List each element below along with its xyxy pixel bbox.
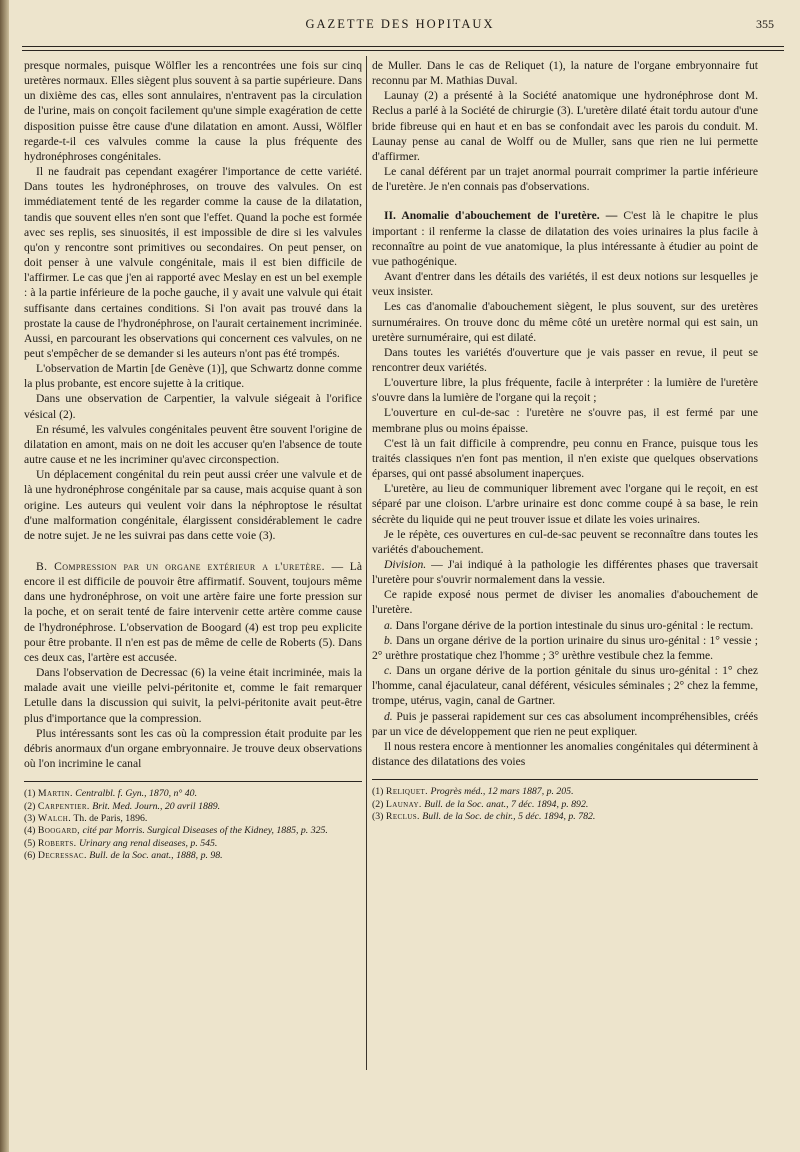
header-rule-thick: [22, 46, 784, 47]
header-rule-thin: [22, 50, 784, 51]
paragraph: L'ouverture libre, la plus fréquente, facile à interpréter : la lumière de l'uretère s'ouvre dans la lumière de l'organe qui la reçoit ;: [372, 376, 758, 405]
paragraph: Il nous restera encore à mentionner les anomalies congénitales qui déterminent à distance des dilatations des voies: [372, 739, 758, 769]
footnote: (5) Roberts. Urinary ang renal diseases, p. 545.: [24, 837, 218, 849]
footnote: (1) Reliquet. Progrès méd., 12 mars 1887, p. 205.: [372, 786, 574, 798]
footnote: (2) Carpentier. Brit. Med. Journ., 20 avril 1889.: [24, 800, 221, 812]
list-item-b: b. Dans un organe dérive de la portion urinaire du sinus uro-génital : 1° vessie ; 2° urèthre prostatique chez l'homme ; 3° urèthre vestibule chez la femme.: [372, 633, 758, 662]
paragraph: Il ne faudrait pas cependant exagérer l'importance de cette variété. Dans toutes les hydronéphroses, on trouve des valvules. On est immédiatement tenté de les regarder comme la cause de la dilatation, tandis que souvent elles n'en sont que l'effet. Quand la poche est formée avec ses replis, ses sinuosités, il est impossible de dire si les valvules qu'on y rencontre sont primitives ou secondaires. On peut penser, on doit penser à une valvule congénitale, mais il est bien difficile de l'affirmer. Le cas que j'en ai rapporté avec Meslay en est un bel exemple : à la partie inférieure de la poche gauche, il y avait une valvule qui était suffisante dans certaines conditions. Si l'on avait pas trouvé dans la prostate la cause de l'hydronéphrose, on l'aurait certainement incriminée. Aussi, en parcourant les observations qui concernent ces valvules, on ne peut s'empêcher de se demander si les auteurs n'ont pas été trompés.: [24, 165, 362, 360]
division-label: Division.: [384, 558, 427, 571]
footnote: (1) Martin. Centralbl. f. Gyn., 1870, n° 40.: [24, 788, 198, 800]
paragraph: Avant d'entrer dans les détails des variétés, il est deux notions sur lesquelles je veux insister.: [372, 270, 758, 299]
paragraph: L'uretère, au lieu de communiquer librement avec l'organe qui le reçoit, en est séparé par une cloison. L'arbre urinaire est donc comme coupé à sa base, le rein sécrète du liquide qui ne peut trouver issue et dilate les voies urinaires.: [372, 482, 758, 526]
section-ii: [372, 208, 758, 269]
footnote-rule: [24, 781, 362, 782]
paragraph: L'observation de Martin [de Genève (1)], que Schwartz donne comme la plus probante, est encore sujette à la critique.: [24, 362, 362, 391]
footnote: (4) Boogard, cité par Morris. Surgical Diseases of the Kidney, 1885, p. 325.: [24, 825, 328, 837]
column-divider: [366, 56, 367, 1070]
section-b-text: Là encore il est difficile de pouvoir être affirmatif. Souvent, toujours même dans une hydronéphrose, on voit une artère faire une forte pression sur la poche, et on serait tenté de faire intervenir cette artère comme cause de l'hydronéphrose. L'observation de Boogard (4) est trop peu explicite pour être probante. Il n'en est pas de même de celle de Roberts (5). Dans ces deux cas, l'artère est accusée.: [24, 560, 362, 664]
section-b-heading: B. Compression par un organe extérieur a l'uretère. —: [36, 560, 344, 573]
journal-title: GAZETTE DES HOPITAUX: [305, 17, 495, 31]
paragraph: presque normales, puisque Wölfler les a rencontrées une fois sur cinq uretères normaux. Elles siègent plus souvent à sa partie supérieure. Dans un dixième des cas, elles sont annulaires, n'entravent pas la circulation de l'urine, mais on conçoit facilement qu'une simple exagération de cette disposition puisse être cause d'une dilatation en amont. Aussi, Wölfler regarde-t-il ces valvules comme la cause la plus fréquente des hydronéphroses congénitales.: [24, 59, 362, 163]
footnote: (6) Decressac. Bull. de la Soc. anat., 1888, p. 98.: [24, 850, 223, 862]
footnote: (2) Launay. Bull. de la Soc. anat., 7 déc. 1894, p. 892.: [372, 798, 589, 810]
paragraph: Je le répète, ces ouvertures en cul-de-sac peuvent se reconnaître dans toutes les variétés d'abouchement.: [372, 527, 758, 556]
paragraph: Le canal déférent par un trajet anormal pourrait comprimer la partie inférieure de l'uretère. Je n'en connais pas d'observations.: [372, 165, 758, 194]
paragraph: Plus intéressants sont les cas où la compression était produite par les débris anormaux d'un organe embryonnaire. Je trouve deux observations où l'on incrimine le canal: [24, 726, 362, 771]
division-paragraph: Division. — J'ai indiqué à la pathologie les différentes phases que traversait l'uretère pour s'ouvrir normalement dans la vessie.: [372, 558, 758, 587]
binding-edge: [0, 0, 9, 1152]
paragraph: L'ouverture en cul-de-sac : l'uretère ne s'ouvre pas, il est fermé par une membrane plus ou moins épaisse.: [372, 406, 758, 435]
paragraph: Les cas d'anomalie d'abouchement siègent, le plus souvent, sur des uretères surnuméraires. On trouve donc du même côté un uretère normal qui est sain, un uretère surnuméraire, qui est dilaté.: [372, 300, 758, 344]
paragraph: Dans toutes les variétés d'ouverture que je vais passer en revue, il peut se rencontrer deux variétés.: [372, 345, 758, 374]
paragraph: Dans l'observation de Decressac (6) la veine était incriminée, mais la malade avait une vieille pelvi-péritonite et, comme le fait remarquer Letulle dans la discussion qui suivit, la pelvi-péritonite avait peut-être plus d'importance que la compression.: [24, 666, 362, 725]
footnotes-right: [372, 786, 758, 823]
running-header: [20, 14, 780, 36]
paragraph: En résumé, les valvules congénitales peuvent être souvent l'origine de dilatation en amont, mais on ne doit les accuser qu'en l'absence de toute autre cause et ne les incriminer qu'avec circonspection.: [24, 422, 362, 467]
section-b: [24, 559, 362, 665]
list-item-d: d. Puis je passerai rapidement sur ces cas absolument incompréhensibles, créés par un vice de développement que rien ne peut expliquer.: [372, 709, 758, 738]
left-column: [24, 58, 362, 863]
footnote: (3) Reclus. Bull. de la Soc. de chir., 5 déc. 1894, p. 782.: [372, 811, 596, 822]
footnotes-left: [24, 788, 362, 862]
list-item-a: a. Dans l'organe dérive de la portion intestinale du sinus uro-génital : le rectum.: [384, 618, 754, 632]
paragraph: Un déplacement congénital du rein peut aussi créer une valvule et de là une hydronéphrose congénitale par sa cause, mais acquise quant à son origine. Les auteurs qui veulent voir dans la néphroptose le résultat d'une malformation congénitale, élargissent considérablement le cadre de notre sujet. Je ne les suivrai pas dans cette voie (3).: [24, 468, 362, 542]
section-ii-heading: II. Anomalie d'abouchement de l'uretère. —: [384, 209, 618, 223]
paragraph: Ce rapide exposé nous permet de diviser les anomalies d'abouchement de l'uretère.: [372, 588, 758, 617]
footnote-rule: [372, 779, 758, 780]
right-column: [372, 58, 758, 823]
page-number: 355: [756, 17, 774, 31]
paragraph: de Muller. Dans le cas de Reliquet (1), la nature de l'organe embryonnaire fut reconnu par M. Mathias Duval.: [372, 59, 758, 88]
section-ii-text: C'est là le chapitre le plus important : il renferme la classe de dilatation des voies urinaires la plus facile à reconnaître au point de vue anatomique, la plus intéressante à étudier au point de vue pathogénique.: [372, 209, 758, 268]
paragraph: C'est là un fait difficile à comprendre, peu connu en France, puisque tous les traités classiques n'en font pas mention, il n'en existe que quelques observations éparses, qui ont passé absolument inaperçues.: [372, 436, 758, 481]
footnote: (3) Walch. Th. de Paris, 1896.: [24, 813, 148, 824]
paragraph: Dans une observation de Carpentier, la valvule siégeait à l'orifice vésical (2).: [24, 392, 362, 421]
list-item-c: c. Dans un organe dérive de la portion génitale du sinus uro-génital : 1° chez l'homme, canal éjaculateur, canal déférent, vésicules séminales ; 2° chez la femme, trompe, utérus, vagin, canal de Gartner.: [372, 664, 758, 708]
paragraph: Launay (2) a présenté à la Société anatomique une hydronéphrose dont M. Reclus a parlé à la Société de chirurgie (3). L'uretère dilaté était tordu autour d'une bride fibreuse qui en haut et en bas se confondait avec les parois du conduit. M. Launay pense au canal de Wolff ou de Muller, sans que rien ne lui permette d'affirmer.: [372, 89, 758, 163]
